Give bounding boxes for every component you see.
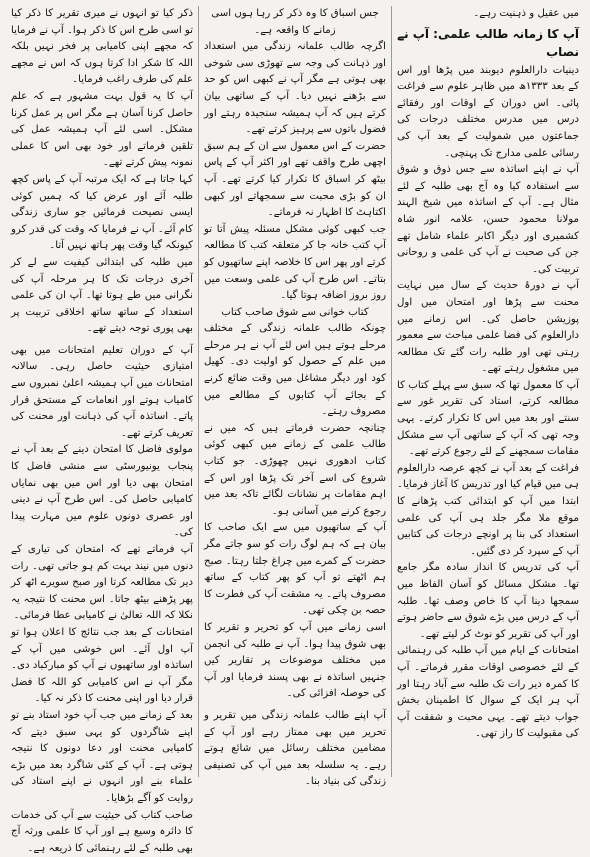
paragraph: فراغت کے بعد آپ نے کچھ عرصہ دارالعلوم ہی میں قیام کیا اور تدریس کا آغاز فرمایا۔ ابتدا میں آپ کو ابتدائی کتب پڑھانے کا موقع ملا مگر جلد ہی آپ کی علمی استعداد کی بنا پر اونچے درجات کی کتابیں آپ کے سپرد کر دی گئیں۔ [397,461,579,561]
section-heading-student-life: آپ کا زمانہ طالب علمی: آپ نے نصاب [397,25,579,61]
paragraph: حضرت کے اس معمول سے ان کے ہم سبق اچھی طرح واقف تھے اور اکثر آپ کے پاس بیٹھ کر اسباق کا تکرار کیا کرتے تھے۔ آپ ان کو بڑی محبت سے سمجھاتے اور کبھی اکتاہٹ کا اظہار نہ فرماتے۔ [204,139,386,222]
paragraph: جب کبھی کوئی مشکل مسئلہ پیش آتا تو آپ کتب خانہ جا کر متعلقہ کتب کا مطالعہ کرتے اور پھر اس کا خلاصہ اپنے ساتھیوں کو بتاتے۔ اس طرح آپ کی علمی وسعت میں روز بروز اضافہ ہوتا گیا۔ [204,222,386,305]
column-intro-line: جس اسباق کا وہ ذکر کر رہا ہوں اسی زمانے کا واقعہ ہے۔ [204,6,386,39]
paragraph: چنانچہ حضرت فرماتے ہیں کہ میں نے طالب علمی کے زمانے میں کبھی کوئی کتاب ادھوری نہیں چھوڑی۔ جو کتاب شروع کی اسے آخر تک پڑھا اور اس کے اہم مقامات پر نشانات لگائے تاکہ بعد میں رجوع کرنے میں آسانی ہو۔ [204,421,386,521]
paragraph: دینیات دارالعلوم دیوبند میں پڑھا اور اس کے بعد ۱۳۳۳ھ میں ظاہر علوم سے فراغت پائی۔ اس دوران کے اوقات اور رفقائے درس میں مدرس مختلف درجات کی جماعتوں میں شمولیت کے بعد آپ کی رسائی علمی مدارج تک پہنچی۔ [397,63,579,163]
paragraph: آپ کے دوران تعلیم امتحانات میں بھی امتیازی حیثیت حاصل رہی۔ سالانہ امتحانات میں آپ ہمیشہ اعلیٰ نمبروں سے کامیاب ہوتے اور انعامات کے مستحق قرار پاتے۔ اساتذہ آپ کی ذہانت اور محنت کی تعریف کرتے تھے۔ [11,343,193,443]
text-column-middle [199,6,392,777]
paragraph: امتحانات کے بعد جب نتائج کا اعلان ہوا تو آپ اول آئے۔ اس خوشی میں آپ کے اساتذہ اور ساتھیوں نے آپ کو مبارکباد دی۔ مگر آپ نے اس کامیابی کو اللہ کا فضل قرار دیا اور اپنی محنت کا ذکر نہ کیا۔ [11,625,193,708]
paragraph: آپ اپنے طالب علمانہ زندگی میں تقریر و تحریر میں بھی ممتاز رہے اور آپ کے مضامین مختلف رسائل میں شائع ہوتے رہے۔ یہ سلسلہ بعد میں آپ کی تصنیفی زندگی کی بنیاد بنا۔ [204,708,386,791]
paragraph: مولوی فاضل کا امتحان دینے کے بعد آپ نے پنجاب یونیورسٹی سے منشی فاضل کا امتحان بھی دیا اور اس میں بھی نمایاں کامیابی حاصل کی۔ اس طرح آپ نے دینی اور عصری دونوں علوم میں مہارت پیدا کی۔ [11,442,193,542]
text-column-left [6,6,199,777]
subheading-book-reading: کتاب خوانی سے شوق صاحب کتاب [204,305,386,322]
paragraph: اسی زمانے میں آپ کو تحریر و تقریر کا بھی شوق پیدا ہوا۔ آپ نے طلبہ کی انجمن میں مختلف موضوعات پر تقاریر کیں جنہیں اساتذہ نے بھی پسند فرمایا اور آپ کی حوصلہ افزائی کی۔ [204,620,386,703]
text-column-right [392,6,584,777]
column-intro-line: میں عقیل و ذہنیت رہے۔ [397,6,579,23]
paragraph: آپ کے ساتھیوں میں سے ایک صاحب کا بیان ہے کہ ہم لوگ رات کو سو جاتے مگر حضرت کے کمرے میں چراغ جلتا رہتا۔ صبح ہم اٹھتے تو آپ کو پھر کتاب کے ساتھ مصروف پاتے۔ یہ مشقت آپ کی فطرت کا حصہ بن چکی تھی۔ [204,520,386,620]
paragraph: آپ نے اپنے اساتذہ سے جس ذوق و شوق سے استفادہ کیا وہ آج بھی طلبہ کے لئے مثال ہے۔ آپ کے اساتذہ میں شیخ الہند مولانا محمود حسن، علامہ انور شاہ کشمیری اور دیگر اکابر علماء شامل تھے جن کی صحبت نے آپ کی علمی و روحانی تربیت کی۔ [397,162,579,278]
paragraph: بعد کے زمانے میں جب آپ خود استاد بنے تو اپنے شاگردوں کو یہی سبق دیتے کہ کامیابی محنت اور دعا دونوں کا نتیجہ ہوتی ہے۔ آپ کے کئی شاگرد بعد میں بڑے علماء بنے اور انہوں نے اپنے استاد کی روایت کو آگے بڑھایا۔ [11,708,193,808]
paragraph: آپ کی تدریس کا انداز سادہ مگر جامع تھا۔ مشکل مسائل کو آسان الفاظ میں سمجھا دینا آپ کا خاص وصف تھا۔ طلبہ آپ کے درس میں بڑے شوق سے حاضر ہوتے اور آپ کی تقریر کو نوٹ کر لیتے تھے۔ [397,560,579,643]
paragraph: آپ نے دورۂ حدیث کے سال میں نہایت محنت سے پڑھا اور امتحان میں اول پوزیشن حاصل کی۔ اس زمانے میں دارالعلوم کی فضا علمی مباحث سے معمور رہتی تھی اور طلبہ رات گئے تک مطالعہ میں مشغول رہتے تھے۔ [397,278,579,378]
paragraph: آپ کا معمول تھا کہ سبق سے پہلے کتاب کا مطالعہ کرتے، استاد کی تقریر غور سے سنتے اور بعد میں اس کا تکرار کرتے۔ یہی وجہ تھی کہ آپ کے ساتھی آپ سے مشکل مقامات سمجھنے کے لئے رجوع کرتے تھے۔ [397,378,579,461]
paragraph: امتحانات کے ایام میں آپ طلبہ کی رہنمائی کے لئے خصوصی اوقات مقرر فرماتے۔ آپ کا کمرہ دیر رات تک طلبہ سے آباد رہتا اور آپ ہر ایک کے سوال کا اطمینان بخش جواب دیتے تھے۔ یہی محبت و شفقت آپ کی مقبولیت کا راز تھی۔ [397,643,579,743]
paragraph: کہا جاتا ہے کہ ایک مرتبہ آپ کے پاس کچھ طلبہ آئے اور عرض کیا کہ ہمیں کوئی ایسی نصیحت فرمائیں جو ساری زندگی کام آئے۔ آپ نے فرمایا کہ وقت کی قدر کرو کیونکہ گیا وقت پھر ہاتھ نہیں آتا۔ [11,172,193,255]
paragraph: اگرچہ طالب علمانہ زندگی میں استعداد اور ذہانت کی وجہ سے تھوڑی سی شوخی بھی ہوتی ہے مگر آپ نے کبھی اس کو حد سے بڑھنے نہیں دیا۔ آپ کے ساتھی بیان کرتے ہیں کہ آپ ہمیشہ سنجیدہ رہتے اور فضول باتوں سے پرہیز کرتے تھے۔ [204,39,386,139]
paragraph: آپ فرماتے تھے کہ امتحان کی تیاری کے دنوں میں نیند بہت کم ہو جاتی تھی۔ رات دیر تک مطالعہ کرتا اور صبح سویرے اٹھ کر پھر پڑھنے بیٹھ جاتا۔ اس محنت کا نتیجہ یہ نکلا کہ اللہ تعالیٰ نے کامیابی عطا فرمائی۔ [11,542,193,625]
paragraph: آپ کا یہ قول بہت مشہور ہے کہ علم حاصل کرنا آسان ہے مگر اس پر عمل کرنا مشکل۔ اسی لئے آپ ہمیشہ عمل کی تلقین فرماتے اور خود بھی اس کا عملی نمونہ پیش کرتے تھے۔ [11,89,193,172]
paragraph: صاحب کتاب کی حیثیت سے آپ کی خدمات کا دائرہ وسیع ہے اور آپ کا علمی ورثہ آج بھی طلبہ کے لئے رہنمائی کا ذریعہ ہے۔ [11,808,193,857]
paragraph: چونکہ طالب علمانہ زندگی کے مختلف مرحلے ہوتے ہیں اس لئے آپ نے ہر مرحلے میں علم کے حصول کو اولیت دی۔ کھیل کود اور دیگر مشاغل میں وقت ضائع کرنے کے بجائے آپ کتابوں کے مطالعے میں مصروف رہتے۔ [204,321,386,421]
paragraph: ذکر کیا تو انہوں نے میری تقریر کا ذکر کیا تو اسی طرح اس کا ذکر ہوا۔ آپ نے فرمایا کہ مجھے اپنی کامیابی پر فخر نہیں بلکہ اللہ کا شکر ادا کرتا ہوں کہ اس نے مجھے علم کی طرف راغب فرمایا۔ [11,6,193,89]
paragraph: میں طلبہ کی ابتدائی کیفیت سے لے کر آخری درجات تک کا ہر مرحلہ آپ کی نگرانی میں طے ہوتا تھا۔ آپ ان کی علمی استعداد کے ساتھ ساتھ اخلاقی تربیت پر بھی پوری توجہ دیتے تھے۔ [11,255,193,338]
